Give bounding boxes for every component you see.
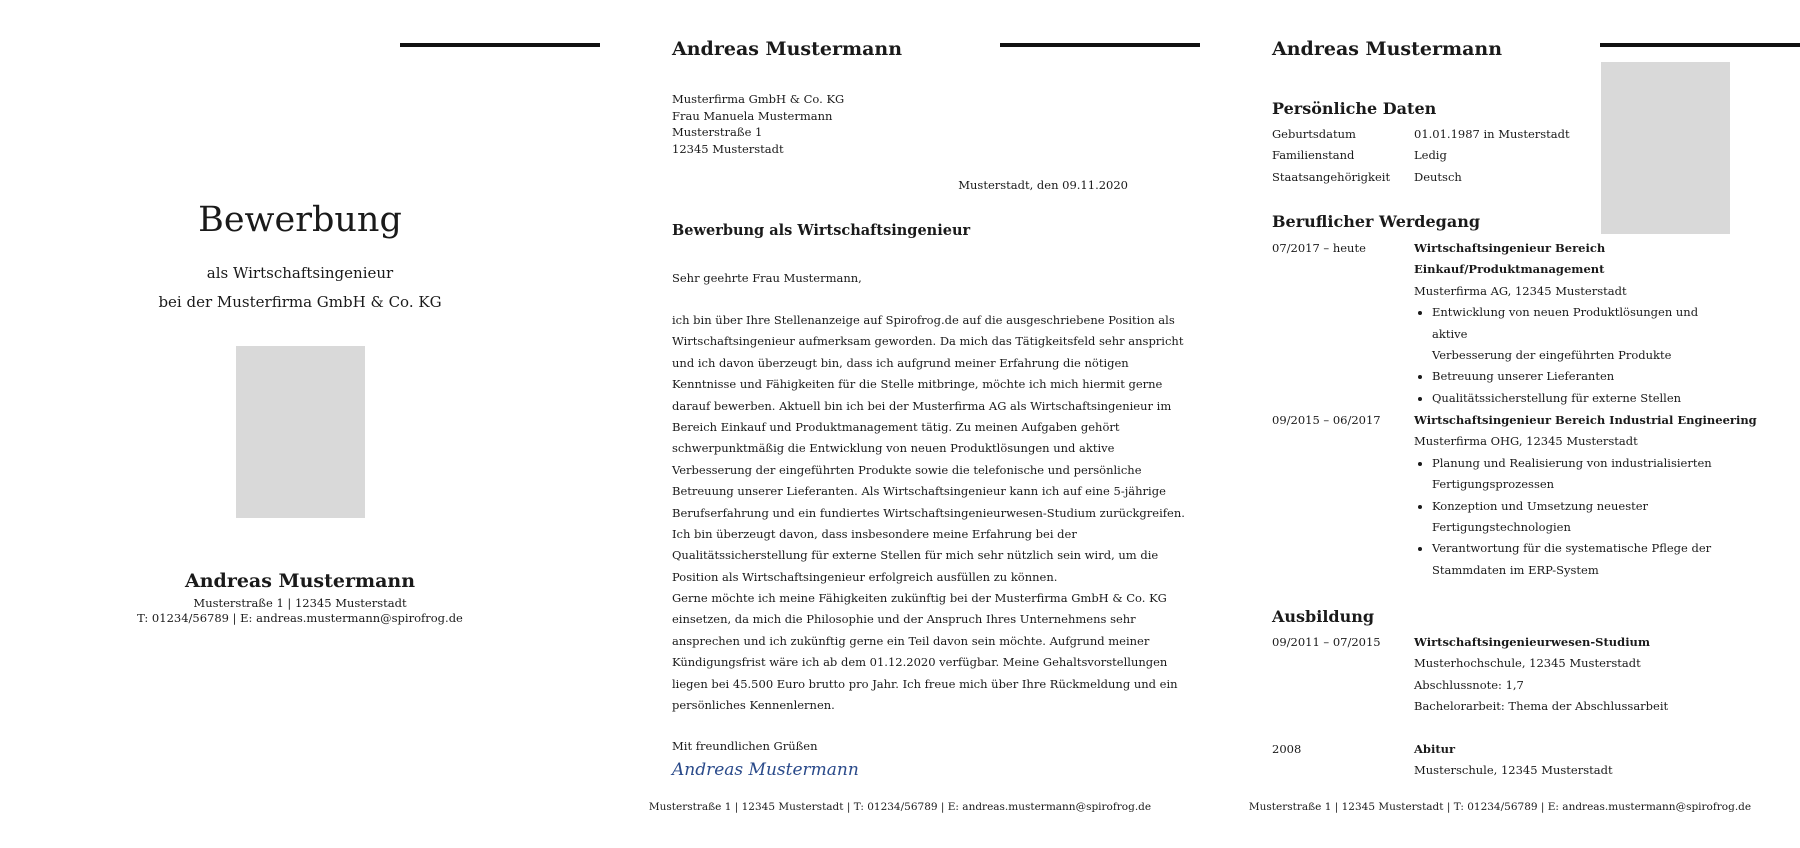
cover-address: Musterstraße 1 | 12345 Musterstadt — [193, 596, 407, 610]
letter-closing: Mit freundlichen Grüßen — [672, 739, 818, 753]
job-task: • Betreuung unserer Lieferanten — [1432, 366, 1714, 387]
job-task: • Qualitätssicherstellung für externe Stellen — [1432, 388, 1714, 409]
section-heading-personal: Persönliche Daten — [1272, 99, 1437, 118]
body-line: persönliches Kennenlernen. — [672, 698, 835, 713]
signature: Andreas Mustermann — [672, 760, 859, 780]
body-line: ansprechen und ich zukünftig gerne ein Teil davon sein möchte. Aufgrund meiner — [672, 633, 1150, 648]
section-heading-education: Ausbildung — [1272, 607, 1375, 626]
cover-subtitle-position: als Wirtschaftsingenieur — [206, 264, 394, 282]
cover-contact: T: 01234/56789 | E: andreas.mustermann@spirofrog.de — [137, 611, 463, 625]
body-line: Berufserfahrung und ein fundiertes Wirtschaftsingenieurwesen-Studium zurückgreifen. — [672, 505, 1185, 520]
job-task: • Konzeption und Umsetzung neuester Fertigungstechnologien — [1432, 496, 1714, 539]
education-title: Wirtschaftsingenieurwesen-Studium — [1414, 635, 1651, 649]
recipient-line: 12345 Musterstadt — [672, 141, 784, 156]
body-line: und ich davon überzeugt bin, dass ich aufgrund meiner Erfahrung die nötigen — [672, 355, 1129, 370]
career-period: 07/2017 – heute — [1272, 241, 1366, 255]
cover-subtitle-company: bei der Musterfirma GmbH & Co. KG — [158, 293, 442, 311]
section-heading-career: Beruflicher Werdegang — [1272, 212, 1481, 231]
body-line: ich bin über Ihre Stellenanzeige auf Spirofrog.de auf die ausgeschriebene Position als — [672, 313, 1175, 327]
body-line: Bereich Einkauf und Produktmanagement tätig. Zu meinen Aufgaben gehört — [672, 419, 1120, 434]
job-task: • Planung und Realisierung von industrialisierten Fertigungsprozessen — [1432, 453, 1714, 496]
cv-page — [1200, 0, 1800, 848]
job-task: • Verantwortung für die systematische Pflege der Stammdaten im ERP-System — [1432, 538, 1714, 581]
header-rule — [400, 43, 600, 47]
cover-name: Andreas Mustermann — [184, 570, 416, 592]
personal-label: Staatsangehörigkeit — [1272, 170, 1391, 184]
body-line: liegen bei 45.500 Euro brutto pro Jahr. Ich freue mich über Ihre Rückmeldung und ein — [672, 676, 1178, 691]
education-detail: Musterschule, 12345 Musterstadt — [1414, 763, 1613, 778]
job-title: Einkauf/Produktmanagement — [1414, 262, 1605, 277]
body-line: Kündigungsfrist wäre ich ab dem 01.12.2020 verfügbar. Meine Gehaltsvorstellungen — [672, 655, 1168, 670]
letter-date: Musterstadt, den 09.11.2020 — [958, 178, 1128, 192]
recipient-line: Frau Manuela Mustermann — [672, 108, 833, 123]
cover-page — [0, 0, 600, 848]
header-rule — [1000, 43, 1200, 47]
recipient-line: Musterfirma GmbH & Co. KG — [672, 92, 845, 106]
education-detail: Bachelorarbeit: Thema der Abschlussarbeit — [1414, 699, 1669, 714]
education-period: 2008 — [1272, 742, 1302, 756]
education-period: 09/2011 – 07/2015 — [1272, 635, 1381, 649]
job-task: • Entwicklung von neuen Produktlösungen und aktive Verbesserung der eingeführten Produkte — [1432, 302, 1714, 366]
letter-subject: Bewerbung als Wirtschaftsingenieur — [672, 222, 971, 239]
body-line: Qualitätssicherstellung für externe Stellen für mich sehr nützlich sein wird, um die — [672, 548, 1159, 563]
header-rule — [1600, 43, 1800, 47]
photo-placeholder — [236, 346, 365, 518]
body-line: Wirtschaftsingenieur aufmerksam geworden. Da mich das Tätigkeitsfeld sehr anspricht — [672, 334, 1184, 349]
body-line: Kenntnisse und Fähigkeiten für die Stelle mitbringe, möchte ich mich hiermit gerne — [672, 377, 1163, 392]
education-entry — [1414, 739, 1714, 782]
job-title: Wirtschaftsingenieur Bereich Industrial Engineering — [1414, 413, 1757, 427]
personal-label: Geburtsdatum — [1272, 127, 1356, 141]
personal-value: Deutsch — [1414, 170, 1462, 184]
career-entry — [1414, 410, 1757, 581]
personal-label: Familienstand — [1272, 148, 1355, 162]
letter-footer: Musterstraße 1 | 12345 Musterstadt | T: 01234/56789 | E: andreas.mustermann@spirofrog.de — [648, 801, 1152, 813]
cv-header-name: Andreas Mustermann — [1272, 38, 1503, 60]
personal-value: 01.01.1987 in Musterstadt — [1414, 127, 1570, 141]
body-line: schwerpunktmäßig die Entwicklung von neuen Produktlösungen und aktive — [672, 441, 1115, 456]
letter-body — [672, 310, 1185, 716]
cover-title: Bewerbung — [198, 200, 402, 240]
cv-footer: Musterstraße 1 | 12345 Musterstadt | T: 01234/56789 | E: andreas.mustermann@spirofrog.de — [1248, 801, 1752, 813]
career-entry — [1414, 238, 1714, 409]
body-line: darauf bewerben. Aktuell bin ich bei der Musterfirma AG als Wirtschaftsingenieur im — [672, 398, 1172, 413]
career-period: 09/2015 – 06/2017 — [1272, 413, 1381, 427]
education-entry — [1414, 632, 1714, 718]
body-line: Gerne möchte ich meine Fähigkeiten zukünftig bei der Musterfirma GmbH & Co. KG — [672, 591, 1167, 606]
body-line: Verbesserung der eingeführten Produkte sowie die telefonische und persönliche — [672, 462, 1142, 477]
personal-value: Ledig — [1414, 148, 1447, 162]
education-title: Abitur — [1414, 742, 1456, 756]
recipient-address — [672, 91, 844, 157]
letter-salutation: Sehr geehrte Frau Mustermann, — [672, 271, 862, 285]
education-detail: Musterhochschule, 12345 Musterstadt — [1414, 656, 1641, 671]
body-line: Betreuung unserer Lieferanten. Als Wirtschaftsingenieur kann ich auf eine 5-jährige — [672, 484, 1166, 499]
education-detail: Abschlussnote: 1,7 — [1414, 677, 1524, 692]
job-company: Musterfirma OHG, 12345 Musterstadt — [1414, 434, 1638, 449]
body-line: Ich bin überzeugt davon, dass insbesondere meine Erfahrung bei der — [672, 526, 1077, 541]
job-title: Wirtschaftsingenieur Bereich — [1414, 241, 1606, 255]
cover-letter-page — [600, 0, 1200, 848]
job-company: Musterfirma AG, 12345 Musterstadt — [1414, 283, 1627, 298]
letter-header-name: Andreas Mustermann — [672, 38, 903, 60]
body-line: einsetzen, da mich die Philosophie und der Anspruch Ihres Unternehmens sehr — [672, 612, 1136, 627]
recipient-line: Musterstraße 1 — [672, 125, 763, 139]
body-line: Position als Wirtschaftsingenieur erfolgreich ausfüllen zu können. — [672, 569, 1058, 584]
